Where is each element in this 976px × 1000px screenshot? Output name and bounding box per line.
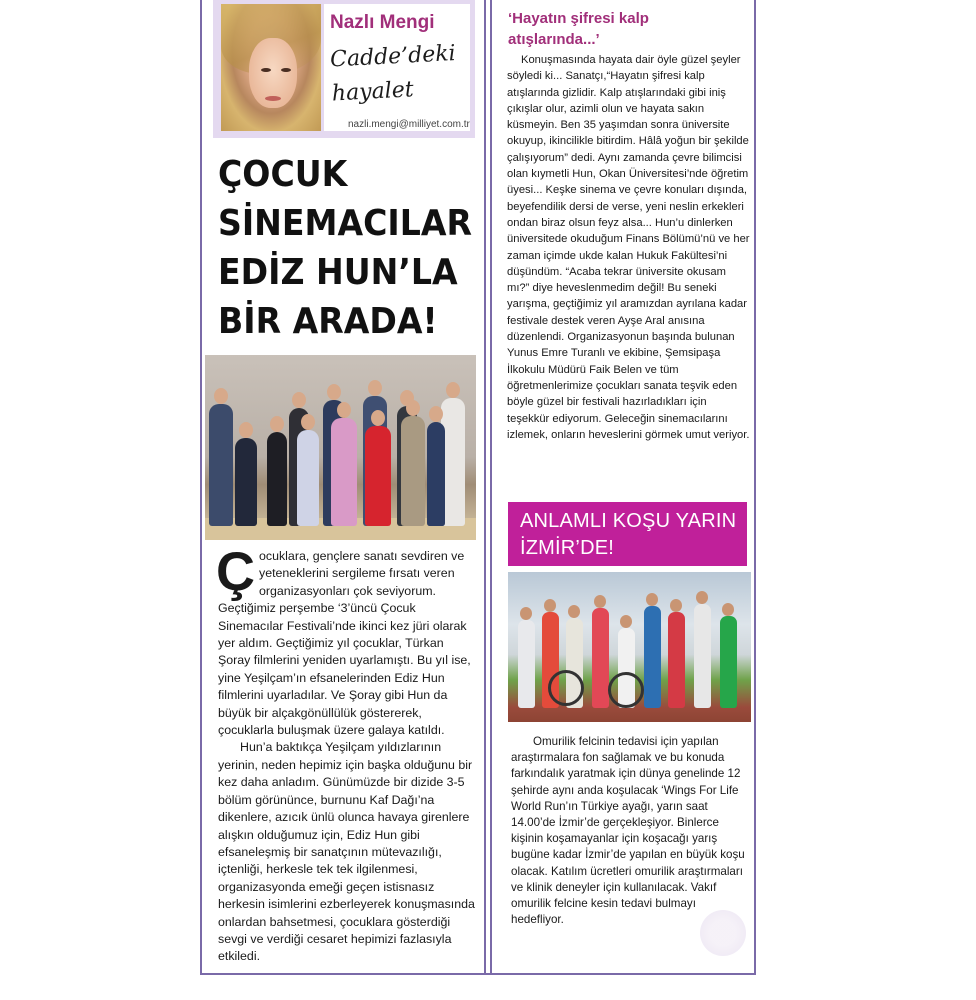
- author-name: Nazlı Mengi: [330, 12, 435, 33]
- article-paragraph-1: ocuklara, gençlere sanatı sevdiren ve yeteneklerini sergileme fırsatı veren organizasyonları çok seviyorum. Geçtiğimiz perşembe ‘3’üncü Çocuk Sinemacılar Festivali’nde ikinci kez jüri olarak yer aldım. Geçtiğimiz yıl çocuklar, Türkan Şoray filmlerini yeniden uyarlamıştı. Bu yıl ise, yine Yeşilçam’ın efsanelerinden Ediz Hun filmlerini uyarladılar. Ve Şoray gibi Hun da büyük bir alçakgönüllülük göstererek, çocuklarla buluşmak üzere galaya katıldı.: [218, 549, 471, 738]
- decorative-circle: [700, 910, 746, 956]
- sidebar-body: [507, 52, 750, 443]
- right-bottom-rule: [484, 973, 756, 975]
- article-body: [216, 542, 476, 966]
- news-paragraph: Omurilik felcinin tedavisi için yapılan araştırmalara fon sağlamak ve bu konuda farkındalık yaratmak için dünya genelinde 12 şehirde aynı anda koşulacak ‘Wings For Life World Run’ın Türkiye ayağı, yarın saat 14.00’de İzmir’de gerçekleşiyor. Binlerce kişinin koşamayanlar için koşacağı yarış bugüne kadar İzmir’de yapılan en büyük koşu olacak. Katılım ücretleri omurilik araştırmaları ve klinik deneyler için kullanılacak. Vakıf omurilik felcine kesin tedavi bulmayı hedefliyor.: [511, 735, 745, 927]
- headline: ÇOCUK SİNEMACILAR EDİZ HUN’LA BİR ARADA!: [218, 154, 472, 342]
- author-email: nazli.mengi@milliyet.com.tr: [348, 119, 470, 130]
- sidebar-paragraph: Konuşmasında hayata dair öyle güzel şeyler söyledi ki... Sanatçı,“Hayatın şifresi kalp atışlarında gizlidir. Kalp atışlarındaki gibi iniş çıkışlar olur, azimli olun ve hayata sakın küsmeyin. Ben 35 yaşımdan sonra üniversite okuyup, ikincilikle bitirdim. Hâlâ yoğun bir şekilde çalışıyorum” dedi. Aynı zamanda çevre bilimcisi olan kıymetli Hun, Okan Üniversitesi’nde öğretim üyesi... Keşke sinema ve çevre konuları dışında, beyefendilik dersi de verse, yeni neslin erkekleri ondan biraz olsun feyz alsa... Hun’u dinlerken üniversitede okuduğum Finans Bölümü’nü ve her zaman içimde ukde kalan Hukuk Fakültesi’ni düşündüm. “Acaba tekrar üniversite okusam mı?” diye heveslenmedim değil! Bu seneki yarışma, geçtiğimiz yıl aramızdan ayrılana kadar festivale destek veren Ayşe Aral anısına düzenlendi. Organizasyonun başında bulunan Yunus Emre Turanlı ve ekibine, Şemsipaşa İlkokulu Müdürü Faik Belen ve tüm öğretmenlerimize çocukları sanata teşvik eden böyle güzel bir festivali hazırladıkları için teşekkür ediyorum. Geleceğin sinemacılarını izlemek, onların heveslerini görmek umut veriyor.: [507, 54, 750, 441]
- left-bottom-rule: [200, 973, 485, 975]
- news-body: [511, 734, 749, 928]
- sidebar-title: ‘Hayatın şifresi kalp atışlarında...’: [508, 10, 649, 48]
- column-title: Cadde’deki hayalet: [329, 40, 457, 107]
- left-column-rule: [200, 0, 202, 975]
- event-photo: [205, 355, 476, 540]
- news-banner-title: ANLAMLI KOŞU YARIN İZMİR’DE!: [520, 510, 737, 559]
- author-portrait: [221, 4, 321, 131]
- news-banner: [508, 502, 747, 566]
- column-divider-rule: [484, 0, 486, 975]
- column-divider-rule-inner: [490, 0, 492, 975]
- article-paragraph-2: Hun’a baktıkça Yeşilçam yıldızlarının yerinin, neden hepimiz için başka olduğunu bir kez daha anladım. Günümüzde bir dizide 3-5 bölüm görününce, burnunu Kaf Dağı’na dikenlere, azıcık ünlü olunca havaya girenlere alışkın olduğumuz için, Ediz Hun gibi efsaneleşmiş bir sanatçının mütevazılığı, içtenliği, herkesle tek tek ilgilenmesi, organizasyonda emeği geçen istisnasız herkesin isimlerini ezberleyerek konuşmasında onlardan bahsetmesi, çocuklara gösterdiği sevgi ve verdiği cesaret hepimizi fazlasıyla etkiledi.: [218, 740, 475, 964]
- right-column-rule: [754, 0, 756, 975]
- run-photo: [508, 572, 751, 722]
- drop-cap: Ç: [216, 542, 255, 602]
